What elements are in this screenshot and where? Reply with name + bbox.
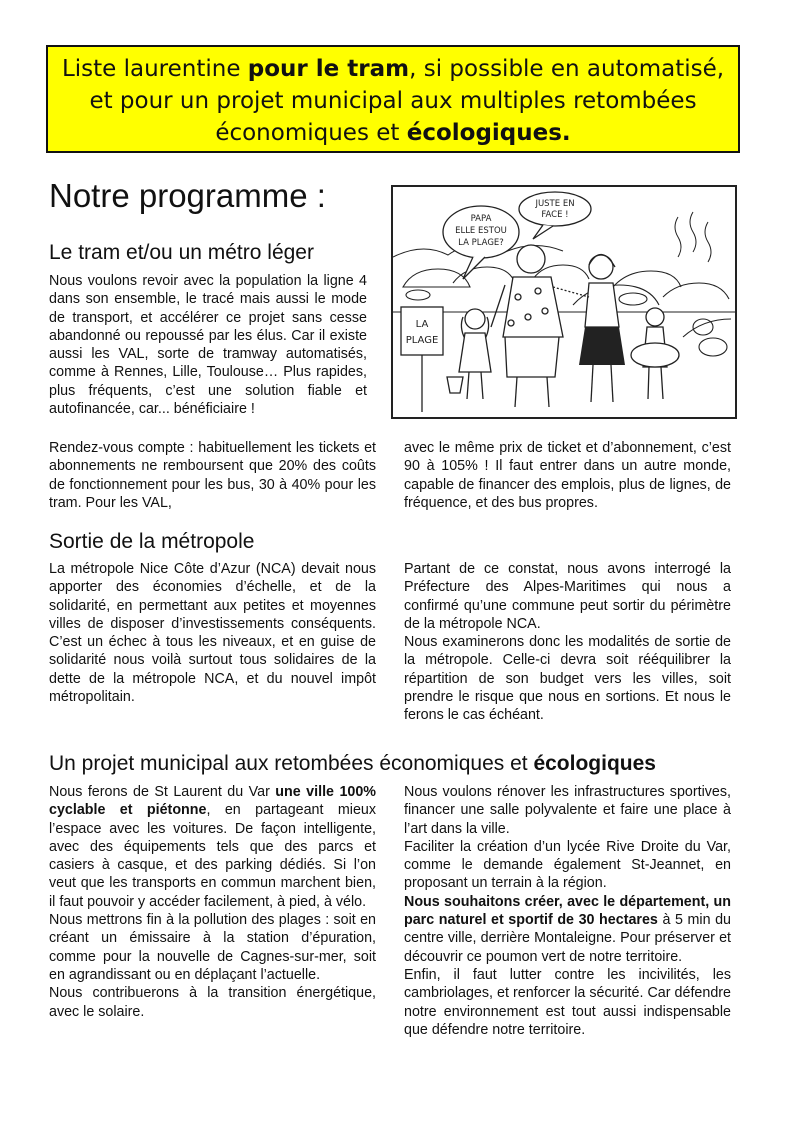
bubble-child-line-2: ELLE ESTOU bbox=[455, 226, 507, 236]
metropole-right-column bbox=[404, 560, 731, 725]
banner-bold-tram: pour le tram bbox=[247, 56, 410, 82]
section-title-metropole: Sortie de la métropole bbox=[49, 530, 255, 553]
projet-right-p1: Nous voulons rénover les infrastructures sportives, financer une salle polyvalente et faire une place à l’art dans la ville. bbox=[404, 784, 731, 837]
car-traffic-icon bbox=[393, 265, 735, 356]
section-title-projet-text: Un projet municipal aux retombées économiques et bbox=[49, 752, 534, 775]
tram-text-2-left: Rendez-vous compte : habituellement les tickets et abonnements ne remboursent que 20% des coûts de fonctionnement pour les bus, 30 à 40% pour les tram. Pour les VAL, bbox=[49, 440, 376, 511]
tram-text-2-right: avec le même prix de ticket et d’abonnement, c’est 90 à 105% ! Il faut entrer dans un autre monde, capable de financer des emplois, plus de lignes, de fréquence, et des bus propres. bbox=[404, 440, 731, 511]
speech-bubble-father bbox=[519, 192, 591, 239]
section-title-projet-bold: écologiques bbox=[533, 752, 656, 775]
projet-left-column bbox=[49, 783, 376, 1021]
mother-figure bbox=[553, 254, 625, 402]
projet-left-p1-a: Nous ferons de St Laurent du Var bbox=[49, 784, 276, 800]
sign-line-1: LA bbox=[415, 319, 429, 330]
bubble-child-line-1: PAPA bbox=[470, 214, 492, 224]
projet-right-p3 bbox=[404, 893, 731, 966]
banner-text-2: , si possible en automatisé, et pour un projet municipal aux multiples retombées économiques et bbox=[89, 56, 725, 146]
banner-text: Liste laurentine bbox=[61, 56, 248, 82]
projet-right-column bbox=[404, 783, 731, 1039]
speech-bubble-child bbox=[443, 206, 519, 279]
tram-paragraph-2-right bbox=[404, 439, 731, 512]
header-banner bbox=[46, 45, 740, 153]
metropole-left-column bbox=[49, 560, 376, 706]
beach-sign bbox=[401, 307, 443, 412]
projet-right-p3-bold: Nous souhaitons créer, avec le département, un parc naturel et sportif de 30 hectares bbox=[404, 893, 731, 929]
tram-paragraph-1 bbox=[49, 272, 367, 418]
sign-line-2: PLAGE bbox=[405, 335, 439, 346]
projet-left-p1 bbox=[49, 783, 376, 911]
projet-right-p4: Enfin, il faut lutter contre les incivilités, les cambriolages, et renforcer la sécurité. Car défendre notre environnement est tout aussi indispensable que défendre notre territoire. bbox=[404, 966, 731, 1038]
child-figure bbox=[447, 309, 491, 399]
bubble-father-line-1: JUSTE EN bbox=[535, 199, 575, 209]
toddler-figure bbox=[631, 308, 679, 399]
metropole-right-text-1: Partant de ce constat, nous avons interrogé la Préfecture des Alpes-Maritimes qui nous a confirmé qu’une commune peut sortir du périmètre de la métropole NCA. bbox=[404, 561, 731, 632]
projet-left-p1-bold: une ville 100% cyclable et piétonne bbox=[49, 784, 377, 819]
page-title: Notre programme : bbox=[49, 177, 326, 214]
bubble-child-line-3: LA PLAGE? bbox=[458, 238, 504, 248]
metropole-left-text: La métropole Nice Côte d’Azur (NCA) devait nous apporter des économies d’échelle, et de la solidarité, en permettant aux petites et moyennes villes de disposer d’investissements conséquents. C’est un échec à tous les niveaux, et en guise de solidarité nous voilà surtout tous solidaires de la dette de la métropole NCA, et du nouvel impôt métropolitain. bbox=[49, 561, 376, 706]
projet-left-p3: Nous contribuerons à la transition énergétique, avec le solaire. bbox=[49, 985, 376, 1020]
cartoon-drawing bbox=[393, 187, 735, 417]
section-title-projet bbox=[49, 751, 656, 777]
projet-right-p2: Faciliter la création d’un lycée Rive Droite du Var, comme le demande également St-Jeannet, en proposant un terrain à la région. bbox=[404, 838, 731, 892]
projet-right-p3-rest: à 5 min du centre ville, derrière Montaleigne. Pour préserver et découvrir ce poumon vert de notre territoire. bbox=[404, 912, 731, 965]
section-title-tram: Le tram et/ou un métro léger bbox=[49, 241, 314, 264]
projet-left-p1-b: , en partageant mieux l’espace avec les voitures. De façon intelligente, avec des équipements tels que des parcs et casiers à casque, et des parking dédiés. Si l’on veut que les transports en commun marchent bien, il faut pouvoir y accéder facilement, à pied, à vélo. bbox=[49, 802, 376, 910]
bubble-father-line-2: FACE ! bbox=[541, 210, 569, 220]
projet-left-p2: Nous mettrons fin à la pollution des plages : soit en créant un émissaire à la station d’épuration, comme pour la nouvelle de Cagnes-sur-mer, soit en agrandissant ou en déplaçant l’actuelle. bbox=[49, 912, 376, 983]
metropole-right-text-2: Nous examinerons donc les modalités de sortie de la métropole. Celle-ci devra soit rééquilibrer la répartition de son budget vers les villes, soit prendre le risque que nous en sortions. Et nous le ferons le cas échéant. bbox=[404, 634, 731, 724]
tram-text-1: Nous voulons revoir avec la population la ligne 4 dans son ensemble, le tracé mais aussi le mode de transport, et accélérer ce projet sans cesse abandonné ou repoussé par les élus. Car il existe aussi les VAL, sorte de tramway automatisés, comme à Rennes, Lille, Toulouse… Plus rapides, plus fréquents, c’est une solution fiable et autofinancée, car... bénéficiaire ! bbox=[49, 273, 367, 418]
cartoon-illustration bbox=[391, 185, 737, 419]
tram-paragraph-2-left bbox=[49, 439, 376, 512]
banner-bold-ecologiques: écologiques. bbox=[406, 120, 571, 146]
